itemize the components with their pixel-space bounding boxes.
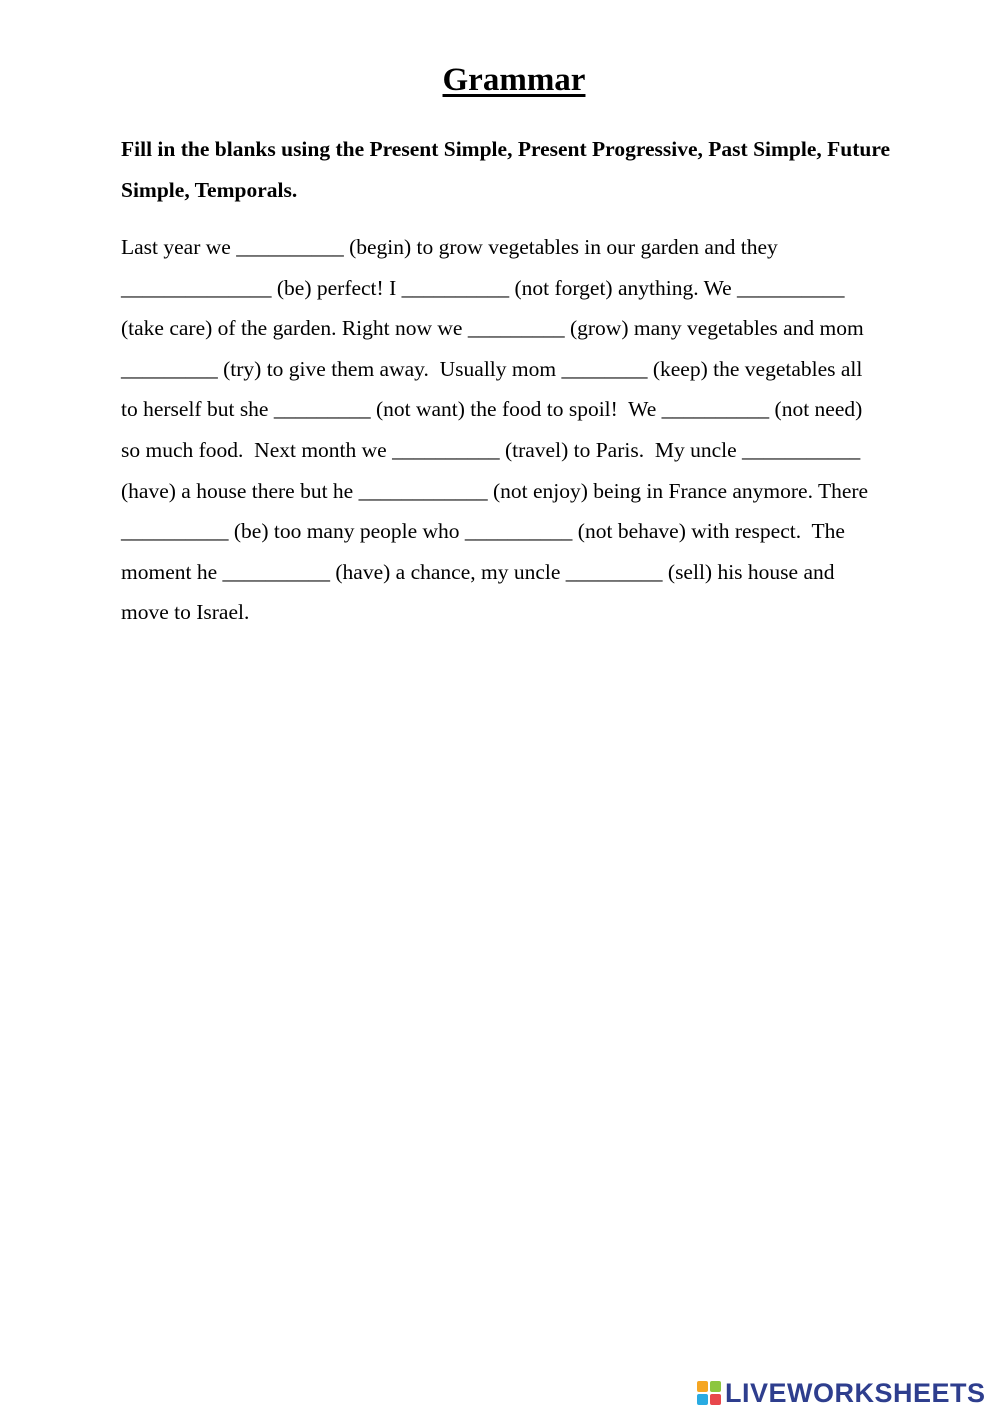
logo-tile-3 [697,1394,708,1405]
exercise-line-8: __________ (be) too many people who __________ (not behave) with respect. The [121,519,845,544]
exercise-line-2: ______________ (be) perfect! I __________ (not forget) anything. We __________ [121,275,845,300]
exercise-line-7: (have) a house there but he ____________ (not enjoy) being in France anymore. There [121,478,869,503]
exercise-line-6: so much food. Next month we __________ (travel) to Paris. My uncle ___________ [121,437,861,462]
exercise-line-4: _________ (try) to give them away. Usually mom ________ (keep) the vegetables all [121,356,863,381]
exercise-line-3: (take care) of the garden. Right now we _________ (grow) many vegetables and mom [121,316,864,341]
logo-tile-4 [710,1394,721,1405]
liveworksheets-logo-icon [697,1381,721,1405]
instructions: Fill in the blanks using the Present Simple, Present Progressive, Past Simple, Future Simple, Temporals. [121,137,891,202]
exercise-text [121,227,981,633]
logo-tile-2 [710,1381,721,1392]
exercise-line-9: moment he __________ (have) a chance, my uncle _________ (sell) his house and [121,559,835,584]
exercise-line-10: move to Israel. [121,600,250,625]
exercise-line-5: to herself but she _________ (not want) the food to spoil! We __________ (not need) [121,397,863,422]
logo-text: LIVEWORKSHEETS [725,1378,986,1408]
logo-tile-1 [697,1381,708,1392]
exercise-line-1: Last year we __________ (begin) to grow vegetables in our garden and they [121,235,778,259]
page-title: Grammar [442,62,586,98]
liveworksheets-logo [697,1373,986,1413]
